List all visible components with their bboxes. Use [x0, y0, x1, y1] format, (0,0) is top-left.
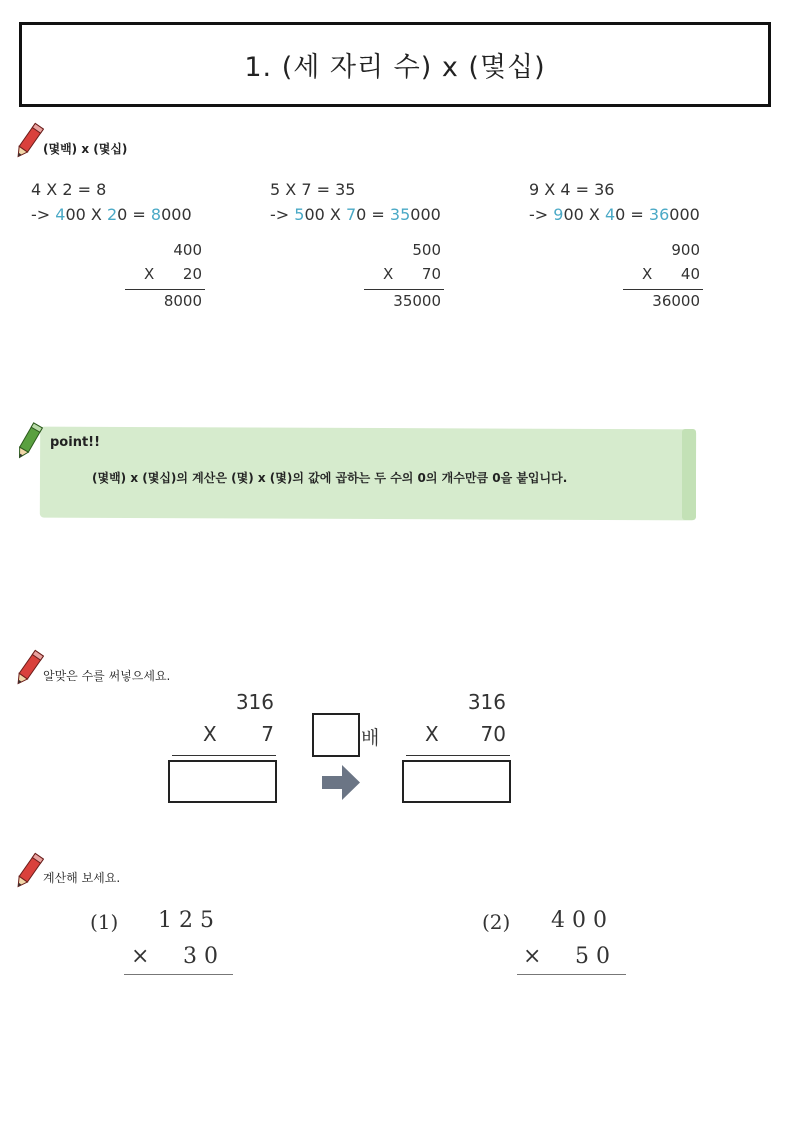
vm-line [125, 289, 205, 290]
example-fact: 4 X 2 = 8 [31, 180, 107, 199]
highlighted-digit: 2 [106, 205, 118, 224]
problem-2-times: × [523, 944, 542, 969]
vm-top: 900 [671, 241, 700, 259]
problem-2-bottom: 5 0 [575, 944, 610, 969]
page-title: 1. (세 자리 수) x (몇십) [244, 52, 546, 83]
problem-number-2: (2) [482, 910, 511, 934]
pencil-icon [14, 648, 44, 692]
fill-right-top: 316 [467, 690, 506, 714]
equation-text: 000 [669, 205, 700, 224]
arrow-right-icon [322, 765, 360, 804]
point-title: point!! [50, 435, 101, 450]
highlighted-digit: 35 [389, 205, 411, 224]
equation-text: 00 X [563, 205, 605, 224]
equation-text: -> [270, 205, 295, 224]
vm-line [364, 289, 444, 290]
vm-result: 35000 [393, 292, 441, 310]
equation-text: 0 = [615, 205, 649, 224]
equation-text: -> [31, 205, 56, 224]
fill-left-n: 7 [261, 722, 274, 746]
example-fact: 9 X 4 = 36 [529, 180, 615, 199]
example-expansion [31, 202, 261, 227]
problem-1-line [124, 974, 233, 975]
section-label-3: 계산해 보세요. [43, 871, 121, 885]
pencil-icon [14, 121, 44, 165]
vm-top: 400 [173, 241, 202, 259]
point-text: (몇백) x (몇십)의 계산은 (몇) x (몇)의 값에 곱하는 두 수의 0의 개수만큼 0을 붙입니다. [92, 471, 568, 485]
vertical-mult-2 [364, 241, 444, 316]
pencil-icon [14, 851, 44, 895]
example-expansion [529, 202, 759, 227]
problem-number-1: (1) [90, 910, 119, 934]
fill-right-x: X [425, 722, 439, 746]
equation-text: 0 = [356, 205, 390, 224]
vertical-mult-3 [623, 241, 703, 316]
answer-box-left[interactable] [168, 760, 277, 803]
vm-multiplier: X 70 [383, 265, 441, 283]
multiplier-box[interactable] [312, 713, 360, 757]
vm-result: 36000 [652, 292, 700, 310]
highlighted-digit: 36 [648, 205, 670, 224]
example-1 [31, 177, 261, 227]
example-2 [270, 177, 500, 227]
example-fact: 5 X 7 = 35 [270, 180, 356, 199]
vm-result: 8000 [163, 292, 202, 310]
vm-line [623, 289, 703, 290]
example-3 [529, 177, 759, 227]
highlighted-digit: 9 [553, 205, 564, 224]
green-pencil-icon [14, 421, 44, 465]
problem-2-line [517, 974, 626, 975]
problem-1-times: × [131, 944, 150, 969]
highlighted-digit: 8 [150, 205, 162, 224]
equation-text: 000 [161, 205, 192, 224]
section-label-2: 알맞은 수를 써넣으세요. [43, 669, 171, 683]
title-box [19, 22, 771, 107]
fill-left-top: 316 [235, 690, 274, 714]
equation-text: 00 X [304, 205, 346, 224]
highlighted-digit: 4 [55, 205, 66, 224]
vertical-mult-1 [125, 241, 205, 316]
vm-multiplier: X 40 [642, 265, 700, 283]
fill-left-x: X [203, 722, 217, 746]
example-expansion [270, 202, 500, 227]
fill-left-line [172, 755, 276, 756]
problem-1-bottom: 3 0 [183, 944, 218, 969]
multiplier-label: 배 [361, 727, 380, 749]
vm-multiplier: X 20 [144, 265, 202, 283]
vm-top: 500 [412, 241, 441, 259]
highlighted-digit: 7 [345, 205, 357, 224]
problem-2-top: 4 0 0 [551, 908, 607, 933]
fill-right-n: 70 [480, 722, 506, 746]
equation-text: 00 X [65, 205, 107, 224]
problem-1-top: 1 2 5 [158, 908, 214, 933]
highlighted-digit: 5 [294, 205, 305, 224]
point-box-strip [682, 429, 696, 520]
fill-right-line [406, 755, 510, 756]
highlighted-digit: 4 [604, 205, 616, 224]
equation-text: 000 [410, 205, 441, 224]
equation-text: -> [529, 205, 554, 224]
section-label-1: (몇백) x (몇십) [43, 142, 128, 156]
equation-text: 0 = [117, 205, 151, 224]
answer-box-right[interactable] [402, 760, 511, 803]
